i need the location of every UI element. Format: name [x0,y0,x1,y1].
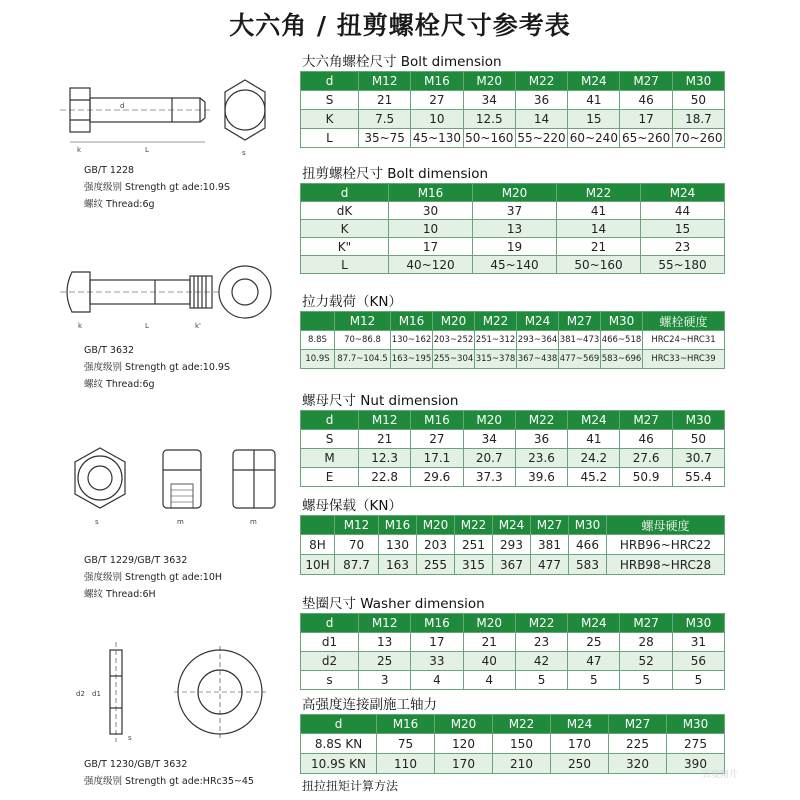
table-cell: s [301,671,359,690]
table-cell: 466~518 [601,331,643,350]
tension-load-table [300,311,725,369]
label-l: L [145,322,149,330]
table-cell: 251~312 [475,331,517,350]
table-cell: K [301,220,389,238]
watermark: 百度图片 [701,770,738,780]
table-cell: 50~160 [463,129,515,148]
table-cell: K [301,110,359,129]
table-cell: dK [301,202,389,220]
table-cell: 163~195 [391,350,433,369]
table-cell: 315~378 [475,350,517,369]
torque-method-section-title: 扭拉扭矩计算方法 [302,779,399,793]
table-header-cell: M30 [569,516,607,535]
table-cell: 17 [620,110,672,129]
table-header-cell: M22 [557,184,641,202]
table-header-cell: d [301,715,377,734]
table-cell: 55.4 [672,468,724,487]
table-header-cell: M20 [463,614,515,633]
table-cell: 87.7 [335,555,379,575]
table-header-cell: M22 [515,411,567,430]
nut-proof-section-title: 螺母保载（KN） [302,498,402,514]
table-header-cell: M27 [559,312,601,331]
table-header-cell: M12 [335,516,379,535]
label-s: s [242,149,246,157]
table-header-cell: M16 [389,184,473,202]
table-cell: 34 [463,91,515,110]
table-header-cell: M22 [515,614,567,633]
label-d1: d1 [92,690,101,698]
table-header-cell: M16 [411,411,463,430]
table-cell: 25 [359,652,411,671]
table-cell: S [301,430,359,449]
table-header-cell [301,516,335,535]
table-cell: 12.3 [359,449,411,468]
table-cell: 37 [473,202,557,220]
table-cell: 21 [463,633,515,652]
table-cell: 275 [667,734,725,754]
table-cell: 45~140 [473,256,557,274]
washer-section-title: 垫圈尺寸 Washer dimension [302,596,485,612]
table-cell: 21 [557,238,641,256]
table-cell: S [301,91,359,110]
table-cell: 12.5 [463,110,515,129]
table-header-cell [301,312,335,331]
table-cell: 15 [568,110,620,129]
table-cell: 18.7 [672,110,724,129]
label-m: m [250,518,257,526]
table-cell: 8.8S [301,331,335,350]
table-cell: 367~438 [517,350,559,369]
table-cell: 41 [568,430,620,449]
table-row [301,555,725,575]
table-cell: 14 [515,110,567,129]
table-cell: 24.2 [568,449,620,468]
axial-force-section-title: 高强度连接副施工轴力 [302,697,437,713]
table-row [301,754,725,774]
table-row [301,430,725,449]
table-cell: d1 [301,633,359,652]
note-nut: GB/T 1229/GB/T 3632 强度级别 Strength gt ade:10H 螺纹 Thread:6H [84,555,223,600]
table-header-cell: M24 [517,312,559,331]
table-header-cell: M20 [463,411,515,430]
table-cell: 14 [557,220,641,238]
table-row [301,468,725,487]
table-cell: 210 [493,754,551,774]
table-header-cell: M20 [417,516,455,535]
table-header-cell: M30 [672,411,724,430]
table-cell: 27 [411,91,463,110]
table-header-cell: M27 [531,516,569,535]
note-washer: GB/T 1230/GB/T 3632 强度级别 Strength gt ade:HRc35~45 [84,759,254,787]
table-cell: 45~130 [411,129,463,148]
table-row [301,256,725,274]
table-row [301,350,725,369]
table-header-cell: M16 [377,715,435,734]
table-row [301,734,725,754]
hex-bolt-table [300,71,725,148]
table-header-cell: M12 [359,411,411,430]
table-cell: 60~240 [568,129,620,148]
label-k-prime: k' [195,322,201,330]
table-cell: 50.9 [620,468,672,487]
table-cell: 45.2 [568,468,620,487]
twist-bolt-table [300,183,725,274]
nut-section-title: 螺母尺寸 Nut dimension [302,393,459,409]
table-row [301,129,725,148]
table-cell: 25 [568,633,620,652]
table-cell: 44 [641,202,725,220]
table-row [301,202,725,220]
twist-bolt-drawing [60,262,280,342]
table-cell: 20.7 [463,449,515,468]
table-cell: L [301,256,389,274]
table-cell: 13 [359,633,411,652]
table-row [301,671,725,690]
table-cell: 17 [389,238,473,256]
table-header-cell: M30 [672,72,724,91]
table-header-cell: 螺栓硬度 [643,312,725,331]
table-cell: 50 [672,91,724,110]
table-header-cell: M20 [433,312,475,331]
table-cell: 10H [301,555,335,575]
table-cell: 41 [568,91,620,110]
table-cell: 255~304 [433,350,475,369]
table-cell: 27 [411,430,463,449]
table-cell: 5 [515,671,567,690]
table-header-cell: M16 [411,614,463,633]
table-header-cell: M16 [391,312,433,331]
table-cell: 40 [463,652,515,671]
table-cell: 40~120 [389,256,473,274]
table-header-cell: M16 [411,72,463,91]
table-cell: 50~160 [557,256,641,274]
table-cell: 170 [435,754,493,774]
table-cell: 163 [379,555,417,575]
table-cell: 42 [515,652,567,671]
table-cell: 320 [609,754,667,774]
table-row [301,91,725,110]
note-twist-bolt: GB/T 3632 强度级别 Strength gt ade:10.9S 螺纹 Thread:6g [84,345,230,390]
table-cell: 381 [531,535,569,555]
table-cell: L [301,129,359,148]
table-cell: 203~252 [433,331,475,350]
table-cell: 477 [531,555,569,575]
table-cell: 31 [672,633,724,652]
table-cell: 46 [620,430,672,449]
table-cell: 150 [493,734,551,754]
label-d: d [120,102,125,110]
hex-bolt-section-title: 大六角螺栓尺寸 Bolt dimension [302,54,502,70]
table-cell: 130 [379,535,417,555]
table-cell: 39.6 [515,468,567,487]
table-header-cell: M22 [493,715,551,734]
table-cell: 8.8S KN [301,734,377,754]
table-header-cell: d [301,614,359,633]
table-header-cell: d [301,411,359,430]
table-cell: 19 [473,238,557,256]
table-row [301,238,725,256]
table-cell: 5 [672,671,724,690]
table-cell: 27.6 [620,449,672,468]
table-header-cell: M22 [455,516,493,535]
axial-force-table [300,714,725,774]
table-header-cell: d [301,184,389,202]
hex-bolt-drawing [60,70,280,160]
table-cell: 37.3 [463,468,515,487]
nut-drawing [65,440,295,530]
table-cell: 4 [411,671,463,690]
table-cell: 70~260 [672,129,724,148]
table-header-cell: M27 [609,715,667,734]
table-cell: HRC33~HRC39 [643,350,725,369]
table-cell: 30 [389,202,473,220]
table-row [301,110,725,129]
table-cell: 10.9S [301,350,335,369]
table-cell: 70 [335,535,379,555]
note-hex-bolt: GB/T 1228 强度级别 Strength gt ade:10.9S 螺纹 Thread:6g [84,165,230,210]
table-header-cell: M27 [620,411,672,430]
table-cell: 46 [620,91,672,110]
table-cell: 250 [551,754,609,774]
table-cell: 75 [377,734,435,754]
table-cell: 55~220 [515,129,567,148]
nut-proof-table [300,515,725,575]
table-cell: 30.7 [672,449,724,468]
table-cell: 13 [473,220,557,238]
table-header-cell: M22 [475,312,517,331]
table-cell: 36 [515,91,567,110]
table-header-cell: M12 [335,312,391,331]
table-cell: 203 [417,535,455,555]
table-cell: 4 [463,671,515,690]
table-header-cell: M12 [359,72,411,91]
table-cell: 7.5 [359,110,411,129]
label-k: k [78,322,83,330]
table-cell: 5 [620,671,672,690]
table-cell: 293~364 [517,331,559,350]
table-cell: 477~569 [559,350,601,369]
table-cell: 8H [301,535,335,555]
label-m: m [177,518,184,526]
table-header-cell: M30 [667,715,725,734]
table-cell: 583 [569,555,607,575]
table-cell: 35~75 [359,129,411,148]
table-row [301,652,725,671]
table-header-cell: M20 [463,72,515,91]
table-cell: 21 [359,91,411,110]
table-cell: 293 [493,535,531,555]
table-header-cell: M22 [515,72,567,91]
table-cell: 120 [435,734,493,754]
table-cell: 10 [389,220,473,238]
table-cell: 28 [620,633,672,652]
table-cell: HRB96~HRC22 [607,535,725,555]
table-cell: 390 [667,754,725,774]
table-cell: 23 [641,238,725,256]
table-header-cell: M27 [620,614,672,633]
table-cell: 23.6 [515,449,567,468]
table-header-cell: M30 [601,312,643,331]
table-header-cell: M30 [672,614,724,633]
table-cell: 110 [377,754,435,774]
table-cell: 10.9S KN [301,754,377,774]
page-title: 大六角 / 扭剪螺栓尺寸参考表 [229,11,571,40]
table-header-cell: M27 [620,72,672,91]
table-cell: 466 [569,535,607,555]
table-cell: 65~260 [620,129,672,148]
nut-table [300,410,725,487]
label-d2: d2 [76,690,85,698]
table-cell: 21 [359,430,411,449]
table-cell: 33 [411,652,463,671]
washer-drawing [70,640,270,750]
table-cell: 17 [411,633,463,652]
table-row [301,220,725,238]
table-row [301,331,725,350]
table-cell: HRB98~HRC28 [607,555,725,575]
table-header-cell: M24 [568,72,620,91]
table-header-cell: M24 [493,516,531,535]
tension-load-section-title: 拉力载荷（KN） [302,294,402,310]
table-cell: 15 [641,220,725,238]
table-header-cell: M24 [568,614,620,633]
table-cell: 367 [493,555,531,575]
table-cell: 56 [672,652,724,671]
table-cell: 381~473 [559,331,601,350]
table-row [301,535,725,555]
table-header-cell: M24 [551,715,609,734]
washer-table [300,613,725,690]
table-cell: d2 [301,652,359,671]
table-cell: 583~696 [601,350,643,369]
table-cell: 10 [411,110,463,129]
table-row [301,633,725,652]
table-cell: 36 [515,430,567,449]
table-cell: K" [301,238,389,256]
table-header-cell: M12 [359,614,411,633]
table-cell: 225 [609,734,667,754]
table-cell: 29.6 [411,468,463,487]
table-header-cell: M24 [568,411,620,430]
table-cell: 50 [672,430,724,449]
table-cell: E [301,468,359,487]
table-cell: 52 [620,652,672,671]
table-cell: 3 [359,671,411,690]
table-header-cell: 螺母硬度 [607,516,725,535]
table-cell: 23 [515,633,567,652]
table-cell: 5 [568,671,620,690]
table-header-cell: M20 [473,184,557,202]
table-cell: M [301,449,359,468]
twist-bolt-section-title: 扭剪螺栓尺寸 Bolt dimension [302,166,489,182]
table-cell: 17.1 [411,449,463,468]
table-cell: 251 [455,535,493,555]
label-s: s [95,518,99,526]
table-row [301,449,725,468]
table-cell: 22.8 [359,468,411,487]
label-k: k [77,146,82,154]
table-cell: 170 [551,734,609,754]
table-cell: 315 [455,555,493,575]
table-cell: 87.7~104.5 [335,350,391,369]
table-header-cell: M20 [435,715,493,734]
table-header-cell: M16 [379,516,417,535]
table-cell: 55~180 [641,256,725,274]
table-cell: HRC24~HRC31 [643,331,725,350]
table-cell: 70~86.8 [335,331,391,350]
table-header-cell: M24 [641,184,725,202]
label-s: s [128,734,132,742]
table-header-cell: d [301,72,359,91]
table-cell: 47 [568,652,620,671]
table-cell: 41 [557,202,641,220]
table-cell: 34 [463,430,515,449]
table-cell: 130~162 [391,331,433,350]
table-cell: 255 [417,555,455,575]
label-l: L [145,146,149,154]
